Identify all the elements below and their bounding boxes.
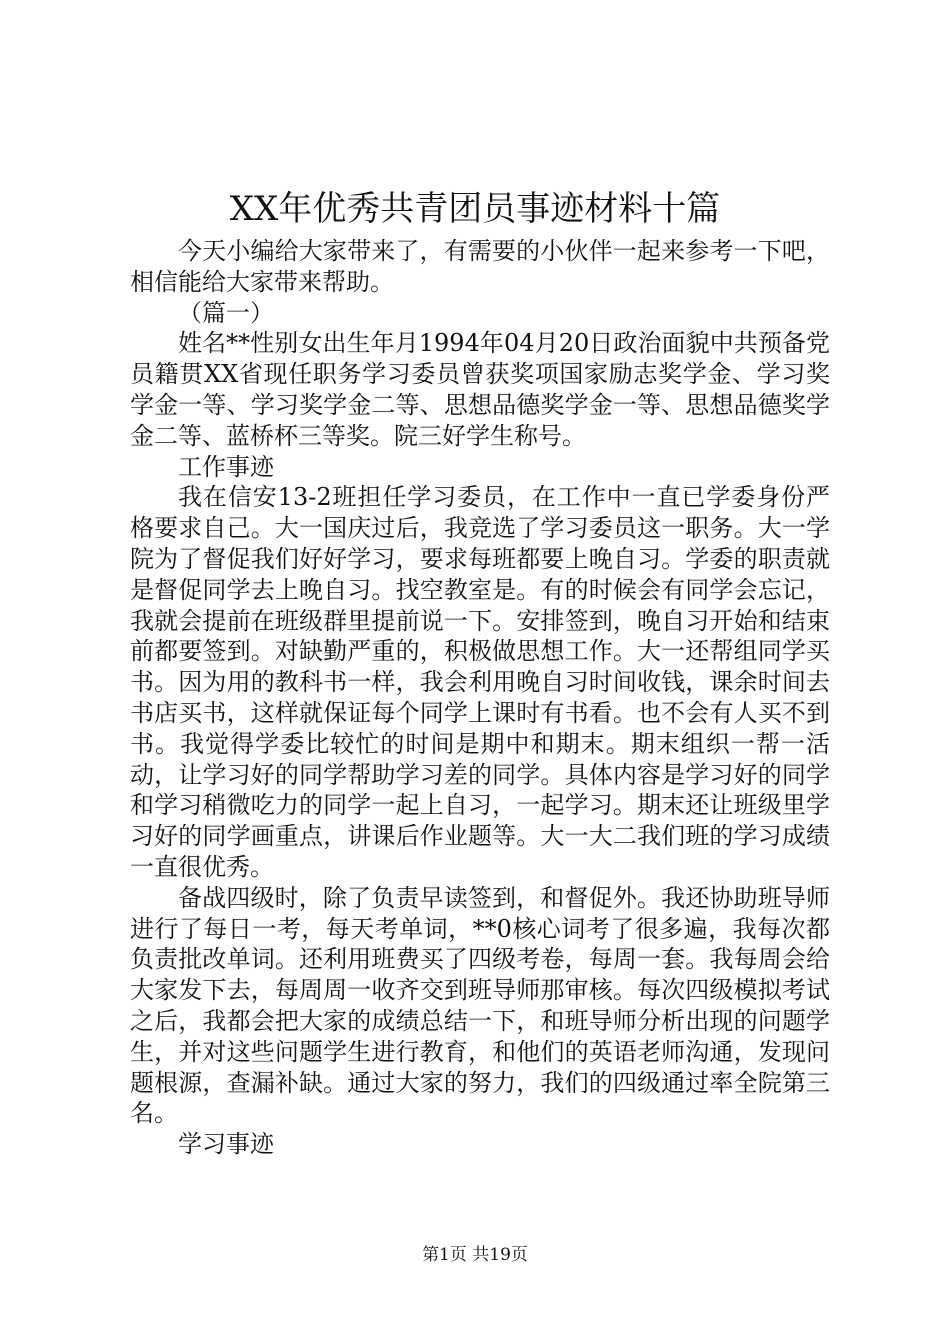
section-heading-work: 工作事迹	[178, 452, 274, 481]
profile-paragraph: 姓名**性别女出生年月1994年04月20日政治面貌中共预备党员籍贯XX省现任职务学习委员曾获奖项国家励志奖学金、学习奖学金一等、学习奖学金二等、思想品德奖学金一等、思想品德奖学金二等、蓝桥杯三等奖。院三好学生称号。	[130, 329, 830, 450]
work-paragraph: 我在信安13-2班担任学习委员，在工作中一直已学委身份严格要求自己。大一国庆过后，我竞选了学习委员这一职务。大一学院为了督促我们好好学习，要求每班都要上晚自习。学委的职责就是督促同学去上晚自习。找空教室是。有的时候会有同学会忘记，我就会提前在班级群里提前说一下。安排签到，晚自习开始和结束前都要签到。对缺勤严重的，积极做思想工作。大一还帮组同学买书。因为用的教科书一样，我会利用晚自习时间收钱，课余时间去书店买书，这样就保证每个同学上课时有书看。也不会有人买不到书。我觉得学委比较忙的时间是期中和期末。期末组织一帮一活动，让学习好的同学帮助学习差的同学。具体内容是学习好的同学和学习稍微吃力的同学一起上自习，一起学习。期末还让班级里学习好的同学画重点，讲课后作业题等。大一大二我们班的学习成绩一直很优秀。	[130, 483, 830, 881]
section-heading-study: 学习事迹	[178, 1130, 274, 1159]
section-label-part-one: （篇一）	[178, 298, 274, 327]
document-body	[130, 236, 830, 1160]
intro-paragraph: 今天小编给大家带来了，有需要的小伙伴一起来参考一下吧，相信能给大家带来帮助。	[130, 237, 830, 296]
cet4-paragraph: 备战四级时，除了负责早读签到，和督促外。我还协助班导师进行了每日一考，每天考单词，**0核心词考了很多遍，我每次都负责批改单词。还利用班费买了四级考卷，每周一套。我每周会给大家发下去，每周周一收齐交到班导师那审核。每次四级模拟考试之后，我都会把大家的成绩总结一下，和班导师分析出现的问题学生，并对这些问题学生进行教育，和他们的英语老师沟通，发现问题根源，查漏补缺。通过大家的努力，我们的四级通过率全院第三名。	[130, 883, 830, 1128]
page-footer: 第1页 共19页	[422, 1245, 528, 1265]
document-title: XX年优秀共青团员事迹材料十篇	[229, 189, 721, 229]
